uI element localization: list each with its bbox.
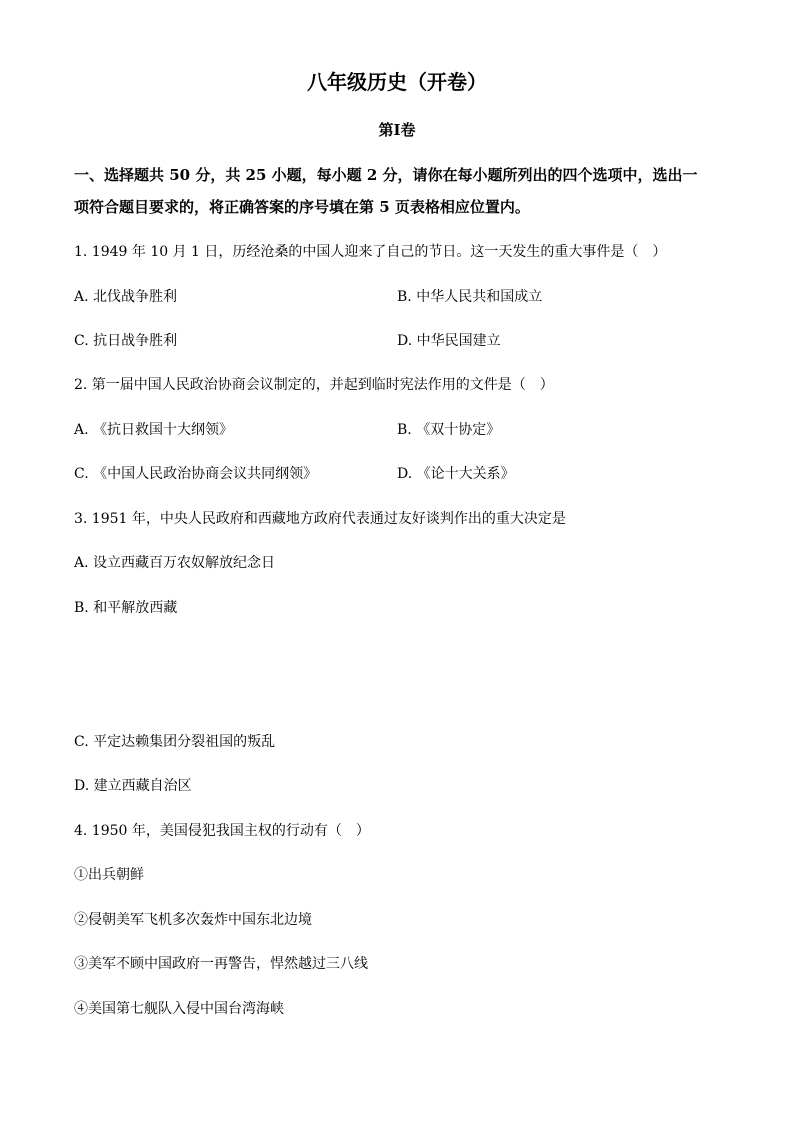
question-4-item-4: ④美国第七舰队入侵中国台湾海峡 [74, 1001, 284, 1017]
section-heading-line-1: 一、选择题共 50 分，共 25 小题，每小题 2 分，请你在每小题所列出的四个选项中，选出一 [74, 166, 698, 184]
question-2-option-b: B. 《双十协定》 [397, 422, 501, 438]
question-2-stem: 2. 第一届中国人民政治协商会议制定的，并起到临时宪法作用的文件是（ ） [74, 377, 554, 393]
question-4-item-2: ②侵朝美军飞机多次轰炸中国东北边境 [74, 912, 312, 928]
section-heading-line-2: 项符合题目要求的，将正确答案的序号填在第 5 页表格相应位置内。 [74, 198, 530, 216]
question-1-option-c: C. 抗日战争胜利 [74, 333, 178, 349]
volume-label: 第Ⅰ卷 [378, 121, 416, 139]
question-3-stem: 3. 1951 年，中央人民政府和西藏地方政府代表通过友好谈判作出的重大决定是 [74, 511, 566, 527]
question-2-option-c: C. 《中国人民政治协商会议共同纲领》 [74, 466, 318, 482]
question-4-item-1: ①出兵朝鲜 [74, 867, 144, 883]
question-1-option-d: D. 中华民国建立 [397, 333, 501, 349]
question-3-option-b: B. 和平解放西藏 [74, 600, 178, 616]
question-1-option-b: B. 中华人民共和国成立 [397, 289, 543, 305]
question-2-option-a: A. 《抗日救国十大纲领》 [74, 422, 234, 438]
question-3-option-d: D. 建立西藏自治区 [74, 778, 192, 794]
question-1-option-a: A. 北伐战争胜利 [74, 289, 178, 305]
question-2-option-d: D. 《论十大关系》 [397, 466, 515, 482]
question-4-stem: 4. 1950 年，美国侵犯我国主权的行动有（ ） [74, 823, 370, 839]
question-3-option-a: A. 设立西藏百万农奴解放纪念日 [74, 555, 276, 571]
exam-title: 八年级历史（开卷） [307, 70, 487, 94]
question-1-stem: 1. 1949 年 10 月 1 日，历经沧桑的中国人迎来了自己的节日。这一天发生的重大事件是（ ） [74, 244, 667, 260]
question-4-item-3: ③美军不顾中国政府一再警告，悍然越过三八线 [74, 956, 368, 972]
question-3-option-c: C. 平定达赖集团分裂祖国的叛乱 [74, 734, 276, 750]
